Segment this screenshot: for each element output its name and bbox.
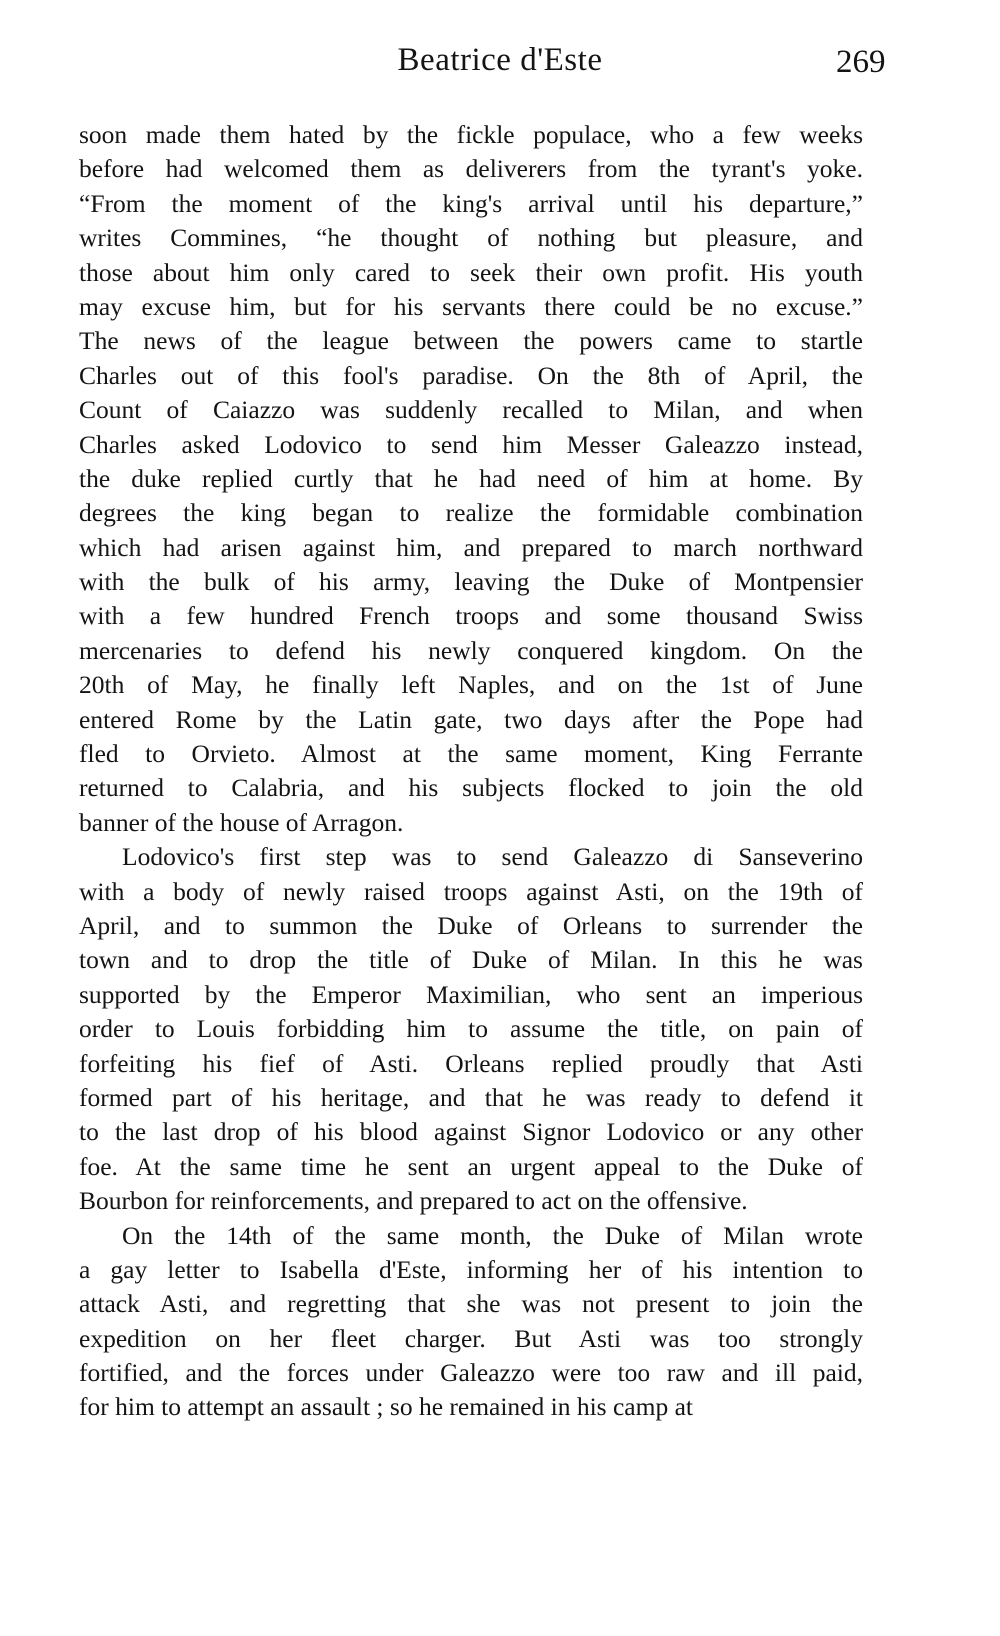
text-line: Charles out of this fool's paradise. On the 8th of April, the bbox=[79, 360, 863, 390]
text-line: supported by the Emperor Maximilian, who sent an imperious bbox=[79, 979, 863, 1009]
text-line: returned to Calabria, and his subjects flocked to join the old bbox=[79, 773, 863, 803]
text-line: Bourbon for reinforcements, and prepared to act on the offensive. bbox=[79, 1186, 748, 1216]
text-line: before had welcomed them as deliverers from the tyrant's yoke. bbox=[79, 154, 863, 184]
text-line: On the 14th of the same month, the Duke of Milan wrote bbox=[122, 1220, 863, 1250]
text-line: the duke replied curtly that he had need of him at home. By bbox=[79, 463, 863, 493]
text-line: Charles asked Lodovico to send him Messer Galeazzo instead, bbox=[79, 429, 863, 459]
text-line: with a body of newly raised troops against Asti, on the 19th of bbox=[79, 876, 863, 906]
page-number: 269 bbox=[836, 44, 886, 80]
text-line: “From the moment of the king's arrival until his departure,” bbox=[79, 188, 863, 218]
text-line: for him to attempt an assault ; so he remained in his camp at bbox=[79, 1392, 693, 1422]
text-line: April, and to summon the Duke of Orleans to surrender the bbox=[79, 910, 863, 940]
text-line: attack Asti, and regretting that she was not present to join the bbox=[79, 1289, 863, 1319]
text-line: forfeiting his fief of Asti. Orleans replied proudly that Asti bbox=[79, 1048, 863, 1078]
text-line: entered Rome by the Latin gate, two days after the Pope had bbox=[79, 704, 863, 734]
paragraph bbox=[79, 118, 863, 840]
text-line: 20th of May, he finally left Naples, and on the 1st of June bbox=[79, 670, 863, 700]
text-line: town and to drop the title of Duke of Milan. In this he was bbox=[79, 945, 863, 975]
text-line: fled to Orvieto. Almost at the same moment, King Ferrante bbox=[79, 739, 863, 769]
text-line: formed part of his heritage, and that he was ready to defend it bbox=[79, 1082, 863, 1112]
text-line: to the last drop of his blood against Signor Lodovico or any other bbox=[79, 1117, 863, 1147]
text-line: Count of Caiazzo was suddenly recalled to Milan, and when bbox=[79, 395, 863, 425]
paragraph bbox=[79, 1219, 863, 1425]
paragraph bbox=[79, 840, 863, 1218]
text-line: with a few hundred French troops and some thousand Swiss bbox=[79, 601, 863, 631]
text-line: with the bulk of his army, leaving the Duke of Montpensier bbox=[79, 567, 863, 597]
text-line: The news of the league between the powers came to startle bbox=[79, 326, 863, 356]
text-line: expedition on her fleet charger. But Asti was too strongly bbox=[79, 1323, 863, 1353]
text-line: fortified, and the forces under Galeazzo were too raw and ill paid, bbox=[79, 1358, 863, 1388]
text-line: degrees the king began to realize the formidable combination bbox=[79, 498, 863, 528]
text-line: writes Commines, “he thought of nothing but pleasure, and bbox=[79, 223, 863, 253]
text-line: mercenaries to defend his newly conquered kingdom. On the bbox=[79, 635, 863, 665]
text-line: banner of the house of Arragon. bbox=[79, 807, 404, 837]
text-line: foe. At the same time he sent an urgent appeal to the Duke of bbox=[79, 1151, 863, 1181]
text-line: those about him only cared to seek their own profit. His youth bbox=[79, 257, 863, 287]
text-line: which had arisen against him, and prepared to march northward bbox=[79, 532, 863, 562]
body-text bbox=[79, 118, 863, 1425]
text-line: a gay letter to Isabella d'Este, informing her of his intention to bbox=[79, 1254, 863, 1284]
text-line: Lodovico's first step was to send Galeazzo di Sanseverino bbox=[122, 842, 863, 872]
text-line: soon made them hated by the fickle populace, who a few weeks bbox=[79, 120, 863, 149]
text-line: order to Louis forbidding him to assume the title, on pain of bbox=[79, 1014, 863, 1044]
running-title: Beatrice d'Este bbox=[397, 42, 603, 78]
text-line: may excuse him, but for his servants there could be no excuse.” bbox=[79, 291, 863, 321]
